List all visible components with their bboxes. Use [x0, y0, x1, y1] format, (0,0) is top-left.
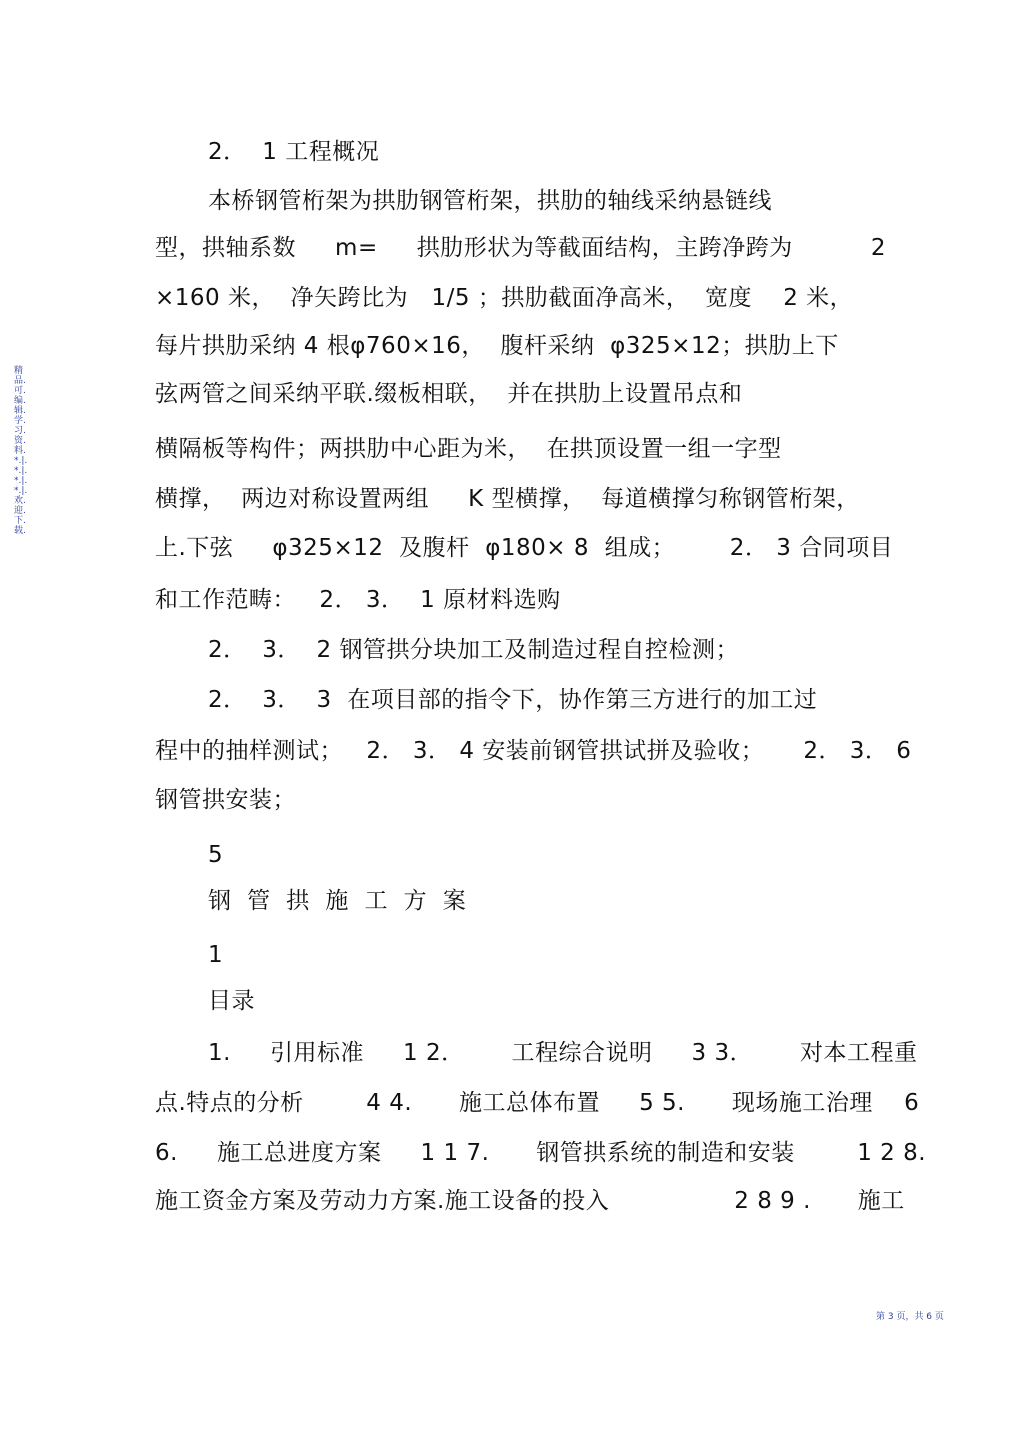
toc-heading: 目录	[208, 988, 255, 1014]
page-number: 第 3 页，共 6 页	[876, 1312, 944, 1322]
text-line: 弦两管之间采纳平联.缀板相联， 并在拱肋上设置吊点和	[155, 381, 743, 407]
text-line: 钢管拱安装；	[155, 787, 296, 813]
text-line: 横撑， 两边对称设置两组 K 型横撑， 每道横撑匀称钢管桁架，	[155, 486, 860, 512]
text-line: 程中的抽样测试； 2． 3． 4 安装前钢管拱试拼及验收； 2． 3． 6	[155, 738, 912, 764]
text-line: 5	[208, 842, 224, 868]
text-line: 2． 3． 2 钢管拱分块加工及制造过程自控检测；	[208, 637, 739, 663]
text-line: 本桥钢管桁架为拱肋钢管桁架，拱肋的轴线采纳悬链线	[208, 188, 772, 214]
text-line: 2． 1 工程概况	[208, 139, 380, 165]
text-line: 上.下弦 φ325×12 及腹杆 φ180× 8 组成； 2． 3 合同项目	[155, 535, 894, 561]
toc-line: 6. 施工总进度方案 1 1 7. 钢管拱系统的制造和安装 1 2 8.	[155, 1140, 927, 1166]
side-watermark-text: 精品.可.编.辑.学.习.资.料.*.|.*.|.*.|.*.|.欢.迎.下.载.	[14, 366, 28, 536]
text-line: 2． 3． 3 在项目部的指令下，协作第三方进行的加工过	[208, 687, 818, 713]
toc-line: 施工资金方案及劳动力方案.施工设备的投入 2 8 9 . 施工	[155, 1188, 905, 1214]
text-line: 横隔板等构件；两拱肋中心距为米， 在拱顶设置一组一字型	[155, 436, 782, 462]
text-line: ×160 米， 净矢跨比为 1/5 ；拱肋截面净高米， 宽度 2 米，	[155, 285, 854, 311]
text-line: 型，拱轴系数 m= 拱肋形状为等截面结构，主跨净跨为 2	[155, 235, 887, 261]
toc-line: 1. 引用标准 1 2． 工程综合说明 3 3． 对本工程重	[208, 1040, 918, 1066]
text-line: 1	[208, 942, 224, 968]
text-line: 每片拱肋采纳 4 根φ760×16， 腹杆采纳 φ325×12；拱肋上下	[155, 333, 839, 359]
text-line: 和工作范畴： 2． 3． 1 原材料选购	[155, 587, 561, 613]
toc-line: 点.特点的分析 4 4. 施工总体布置 5 5. 现场施工治理 6	[155, 1090, 920, 1116]
doc-title: 钢 管 拱 施 工 方 案	[208, 888, 467, 914]
